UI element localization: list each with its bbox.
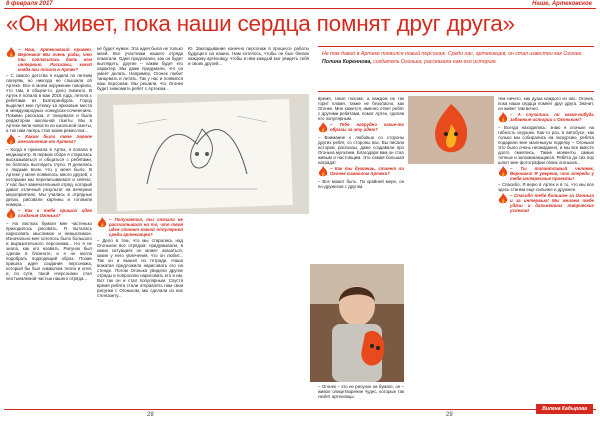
question-block — [318, 122, 404, 134]
column-4 — [498, 96, 594, 400]
question-text: – Как ты думаешь, станет ли Огонек символом Артека? — [330, 166, 404, 176]
bottom-divider — [4, 409, 596, 410]
question-text: – Тебе нагрудно какие-то образы за эту идею? — [330, 122, 404, 132]
photo-drawing — [97, 94, 309, 214]
column-2b — [97, 216, 183, 406]
flame-icon — [498, 112, 508, 124]
flame-icon — [498, 166, 508, 178]
question-block — [318, 166, 404, 178]
question-text: – А случались ли какие-нибудь забавные истории с Огоньком? — [510, 112, 594, 122]
top-divider — [4, 8, 596, 9]
drawing-illustration — [97, 94, 309, 214]
flame-icon — [97, 217, 107, 229]
column-3-lower — [318, 384, 404, 408]
flame-icon — [318, 166, 328, 178]
question-text: – Как к тебе пришла идея создания Огонька? — [18, 208, 92, 218]
plush-photo-illustration — [408, 96, 494, 164]
answer-text: – Дело в том, что мы старались над Огоньком все отрядом: придумывали, в каких ситуациях он может оказаться, какие у него увлечения, что он любит... Так он и вышел из тетради. Наша вожатая предложила нарисовать его на стенде. Потом Огонька увидели другие отряды и попросили нарисовать его и им. Вот так он и стал популярным. Спустя время ребята стали отправлять нам свои рисунки с Огоньком, мы сделали из них стенгазету... — [97, 238, 183, 298]
column-2 — [97, 46, 183, 91]
question-text: – Наш, Артековский привет. Вероника! Мы очень рады, что ты согласилась дать нам интервью. Расскажи, какой когда ты попала в Артек? — [18, 47, 92, 72]
column-3-upper — [188, 46, 309, 91]
answer-text: Ю. Закладывание конечно персонаж в процессе работы будущего на наших. Нам хотелось, чтобы он был близок каждому артековцу, чтобы в нём каждый мог увидеть себя и своих друзей... — [188, 46, 309, 66]
issue-date: 8 февраля 2017 — [6, 1, 53, 7]
column-1 — [6, 46, 92, 406]
question-block — [6, 208, 92, 220]
answer-text: не будет нужен. Эта идея была не только моей. Все участники нашего отряда помогали. Одни предлагали, как он будет выглядеть, другие – каким будет его характер. Мы даже придумали, что он умеет делать. Например, Огонек любит танцевать и летать. Так у нас и появился наш персонаж. Мы решили, что Огонек будет знакомить ребят с Артеком... — [97, 46, 183, 91]
answer-text: – На листках бумаги мне частенько приходилось рисовать. Я пыталась нарисовать мыслимое и немыслимое. Изначально мне хотелось было большого и выразительного персонажа... Но я не знала, как его назвать. Рисунок был сделан в блокноте, и я не могла подобрать подходящий образ. Позже пришла идея создания персонажа, который бы был символом тепла и огня, и, по сути, такой «персонаж» стал неотъемлемой частью нашего отряда... — [6, 221, 92, 281]
answer-text: – Всегда находились: знаю я огоньке на гибкость игрушек. Как-то раз, в автобусе, как только мы собирались на экскурсию, ребята подарили мне маленькую поделку – Огонька! Это было очень неожиданно, и мы все вместе долго смеялись. Такие моменты самые теплые и запоминающиеся. Ребята до сих пор шлют мне фотографии своих огоньков... — [498, 125, 594, 165]
column-3 — [318, 96, 404, 256]
question-block — [6, 47, 92, 72]
answer-text: – Внимание к любовью со стороны других ребят, со стороны вас. Вы писали истории, рассказы, даже создавали про Огонька мультики. Благодаря вам он стал живым и настоящим. Это самая большая награда! — [318, 135, 404, 165]
page-number-left: 28 — [147, 412, 154, 418]
answer-text: – Огонек – это не рисунок на бумаге, он – живое олицетворение чудес, которые так любят артековцы. — [318, 384, 404, 399]
question-block — [498, 193, 594, 213]
author-badge: Вилена Кадырова — [536, 404, 593, 414]
question-text: – Ты талантливый человек, Вероника! Я уверена, что впереди у тебя интересные проекты! — [510, 166, 594, 181]
question-block — [498, 166, 594, 181]
question-text: – Спасибо тебе большое за Огонька и за интервью! Мы желаем тебе удачи и дальнейших творческих успехов! — [510, 193, 594, 213]
page-number-right: 29 — [446, 412, 453, 418]
answer-text: – Когда я приехала в Артек, я попала в медиацентр. В первом сборе я старалась высказываться и общаться с ребятами, не боялась выглядеть глупо. Я делилась с людьми всем, что у меня было. В Артеке у меня появилось много друзей, с которыми мы переписываемся и сейчас. У нас был замечательный отряд, который давал отличный результат на вечерних мероприятиях. Мы учились в отрядных делах, рисовали картины и готовили номера... — [6, 147, 92, 207]
answer-text: – Все может быть. По крайней мере, он по-дружески с другом. — [318, 179, 404, 189]
lead-box — [318, 46, 594, 92]
answer-text: тем ничего, как душа каждого из нас. Огонек, пока наши сердца помнят друг друга. Значит, он живет там вечно. — [498, 96, 594, 111]
lead-tail: создатель Огонька, рассказала нам его историю. — [373, 59, 497, 65]
question-block — [97, 217, 183, 237]
question-text: – Получается, ты сначала не рассчитывала на то, что твоя идея станет такой популярной среди артековцев? — [109, 217, 183, 237]
answer-text: – Спасибо, Я верю в Артек и в то, что мы все здесь станем еще сильнее и дружнее. — [498, 182, 594, 192]
question-block — [6, 134, 92, 146]
lead-text: Не так давно в Артеке появился новый персонаж. Среди нас, артековцев, он стал известен как Огонек. — [322, 51, 583, 57]
flame-icon — [6, 47, 16, 59]
photo-girl — [310, 264, 404, 382]
question-block — [498, 112, 594, 124]
flame-icon — [6, 208, 16, 220]
photo-plush — [408, 96, 494, 164]
flame-icon — [498, 193, 508, 205]
lead-author: Полина Кореннова, — [322, 59, 372, 65]
rubric-label: Наше, Артековское — [532, 1, 592, 7]
answer-text: – С самого детства я ездила по летним лагерям, но никогда не слышала об Артеке. Все в моем окружении говорили, что там, в общем-то, дело повезло. В Артек я попала в мае 2016 года, летела с ребятами из Екатеринбурга. Город выделил мне путевку за призовые места в международных конкурсах-сочинениях. Помимо рассказа, я танцевала и была редактором школьной газеты. Мы в Артеке вели новости из школьной газеты, а так нам лагерь стал моим ремеслом... — [6, 73, 92, 133]
flame-icon — [318, 122, 328, 134]
question-text: – Каким было твое первое впечатление от Артека? — [18, 134, 92, 144]
answer-text: время, такое похоже, а каждом не так горит пламя, также не безопасно, как Огонек. Мне кажется, именно ответ ребят с другими ребятами, помог Артек, сделав его популярным. — [318, 96, 404, 121]
girl-photo-illustration — [310, 264, 404, 382]
flame-icon — [6, 134, 16, 146]
page-headline: «Он живет, пока наши сердца помнят друг друга» — [6, 11, 515, 36]
